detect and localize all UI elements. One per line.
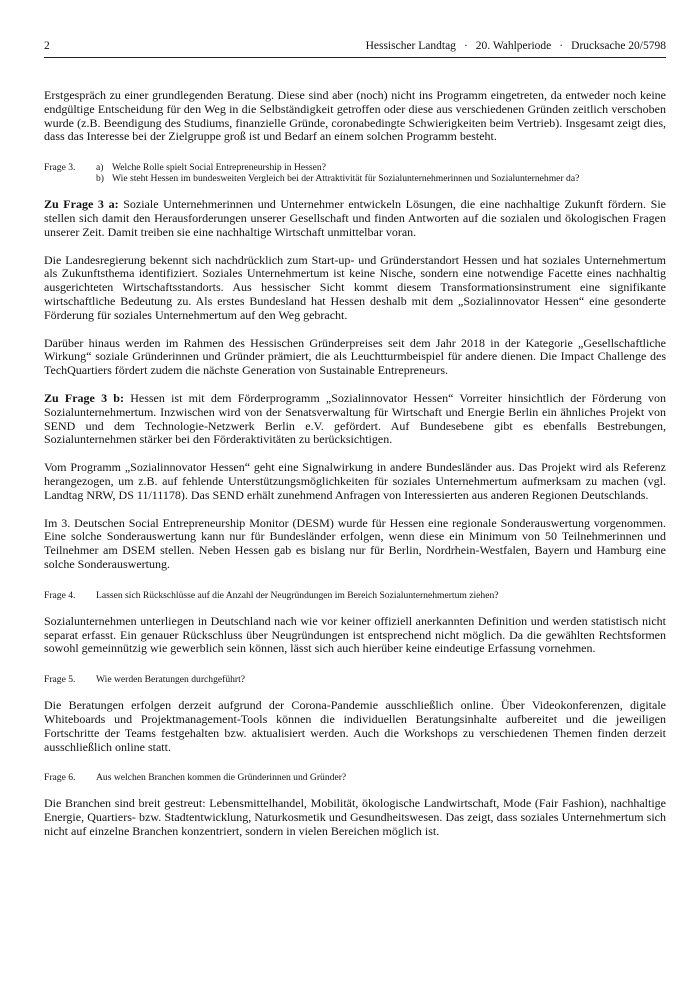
answer-paragraph: Darüber hinaus werden im Rahmen des Hessischen Gründerpreises seit dem Jahr 2018 in der Kategorie „Gesellschaftliche Wirkung“ soziale Gründerinnen und Gründer prämiert, die als Leuchtturmbeispiel für andere dienen. Die Impact Challenge des TechQuartiers fördert zudem die nächste Generation von Sustainable Entrepreneurs. bbox=[44, 335, 666, 378]
intro-paragraph: Erstgespräch zu einer grundlegenden Beratung. Diese sind aber (noch) nicht ins Programm eingetreten, da entweder noch keine endgültige Entscheidung für den Weg in die Selbständigkeit getroffen oder diese aus verschiedenen Gründen zeitlich verschoben wurde (z.B. Beendigung des Studiums, finanzielle Gründe, coronabedingte Schwierigkeiten beim Vertrieb). Insgesamt zeigt dies, dass das Interesse bei der Zielgruppe groß ist und Bedarf an einem solchen Programm besteht. bbox=[44, 88, 666, 144]
answer-6-paragraph: Die Branchen sind breit gestreut: Lebensmittelhandel, Mobilität, ökologische Landwirtschaft, Mode (Fair Fashion), nachhaltige Energie, Quartiers- bzw. Stadtentwicklung, Naturkosmetik und Gesundheitswesen. Das zeigt, dass soziales Unternehmertum sich nicht auf einzelne Branchen konzentriert, sondern in vielen Bereichen möglich ist. bbox=[44, 796, 666, 838]
sub-label: b) bbox=[96, 173, 104, 185]
answer-3a-paragraph bbox=[44, 198, 666, 239]
answer-lead: Zu Frage 3 b: bbox=[44, 390, 124, 405]
election-period: 20. Wahlperiode bbox=[475, 40, 552, 52]
document-body bbox=[44, 89, 666, 839]
question-3b bbox=[96, 173, 666, 184]
header-rule bbox=[44, 57, 666, 58]
answer-paragraph: Die Landesregierung bekennt sich nachdrücklich zum Start-up- und Gründerstandort Hessen und hat soziales Unternehmertum als Zukunftsthema identifiziert. Soziales Unternehmertum ist keine Nische, sondern eine notwendige Facette eines nachhaltig ausgerichteten Wirtschaftsstandorts. Aus hessischer Sicht kommt diesem Transformationsinstrument eine signifikante wirtschaftliche Bedeutung zu. Als erstes Bundesland hat Hessen deshalb mit dem „Sozialinnovator Hessen“ eine gesonderte Förderung für soziales Unternehmertum auf den Weg gebracht. bbox=[44, 252, 666, 322]
publisher: Hessischer Landtag bbox=[365, 40, 456, 52]
answer-5-paragraph: Die Beratungen erfolgen derzeit aufgrund der Corona-Pandemie ausschließlich online. Über Videokonferenzen, digitale Whiteboards und Projektmanagement-Tools können die individuellen Beratungsinhalte aufbereitet und die jeweiligen Fortschritte der Teams festgehalten bzw. aktualisiert werden. Auch die Workshops zu verschiedenen Themen finden derzeit ausschließlich online statt. bbox=[44, 698, 666, 754]
running-header bbox=[366, 40, 666, 52]
question-text: Aus welchen Branchen kommen die Gründerinnen und Gründer? bbox=[96, 772, 347, 784]
question-3 bbox=[44, 162, 666, 184]
question-text: Lassen sich Rückschlüsse auf die Anzahl der Neugründungen im Bereich Sozialunternehmertum ziehen? bbox=[96, 589, 499, 601]
question-3a bbox=[96, 162, 666, 173]
question-6 bbox=[44, 772, 666, 783]
question-label: Frage 5. bbox=[44, 674, 76, 686]
question-label: Frage 4. bbox=[44, 589, 76, 601]
answer-paragraph: Vom Programm „Sozialinnovator Hessen“ geht eine Signalwirkung in andere Bundesländer aus. Das Projekt wird als Referenz herangezogen, um z.B. auf fehlende Unterstützungsmöglichkeiten für soziales Unternehmertum aufmerksam zu machen (vgl. Landtag NRW, DS 11/11178). Das SEND erhält zunehmend Anfragen von Interessierten aus anderen Regionen Deutschlands. bbox=[44, 460, 666, 502]
page-header bbox=[44, 38, 666, 58]
question-label: Frage 6. bbox=[44, 772, 76, 784]
answer-lead: Zu Frage 3 a: bbox=[44, 197, 119, 212]
answer-4-paragraph: Sozialunternehmen unterliegen in Deutschland nach wie vor keiner offiziell anerkannten Definition und werden statistisch nicht separat erfasst. Ein genauer Rückschluss über Neugründungen ist entsprechend nicht möglich. Da die gewählten Rechtsformen sowohl gemeinnützig wie gewerblich sein können, lässt sich auch hierüber keine eindeutige Erfassung vornehmen. bbox=[44, 613, 666, 656]
sub-label: a) bbox=[96, 162, 104, 174]
question-label: Frage 3. bbox=[44, 162, 76, 174]
question-text: Wie werden Beratungen durchgeführt? bbox=[96, 674, 246, 686]
answer-3b-paragraph bbox=[44, 392, 666, 447]
header-separator: · bbox=[463, 40, 468, 52]
document-number: Drucksache 20/5798 bbox=[571, 40, 666, 52]
answer-paragraph: Im 3. Deutschen Social Entrepreneurship Monitor (DESM) wurde für Hessen eine regionale Sonderauswertung vorgenommen. Eine solche Sonderauswertung kann nur für Bundesländer erfolgen, wenn diese ein Minimum von 50 Teilnehmerinnen und Teilnehmer am DSEM stellen. Neben Hessen gab es bislang nur für Berlin, Nordrhein-Westfalen, Bayern und Hamburg eine solche Sonderauswertung. bbox=[44, 515, 666, 571]
page-number: 2 bbox=[44, 40, 50, 52]
question-4 bbox=[44, 590, 666, 601]
question-text: Wie steht Hessen im bundesweiten Vergleich bei der Attraktivität für Sozialunternehmerinnen und Sozialunternehmer da? bbox=[112, 173, 580, 185]
answer-text: Hessen ist mit dem Förderprogramm „Sozialinnovator Hessen“ Vorreiter hinsichtlich der Förderung von Sozialunternehmertum. Inzwischen wird von der Senatsverwaltung für Wirtschaft und Energie Berlin ein ähnliches Projekt von SEND und dem Technologie-Netzwerk Berlin e.V. gefördert. Auf Bundesebene gibt es ebenfalls Bestrebungen, Sozialunternehmen stärker bei den Förderaktivitäten zu berücksichtigen. bbox=[44, 390, 667, 447]
question-text: Welche Rolle spielt Social Entrepreneurship in Hessen? bbox=[112, 162, 326, 174]
question-5 bbox=[44, 674, 666, 685]
answer-text: Soziale Unternehmerinnen und Unternehmer entwickeln Lösungen, die eine nachhaltige Zukunft fördern. Sie stellen sich damit den Herausforderungen unserer Gesellschaft und finden Antworten auf die sozialen und ökologischen Fragen unserer Zeit. Damit treiben sie eine nachhaltige Wirtschaft unmittelbar voran. bbox=[44, 197, 667, 239]
header-separator: · bbox=[559, 40, 564, 52]
